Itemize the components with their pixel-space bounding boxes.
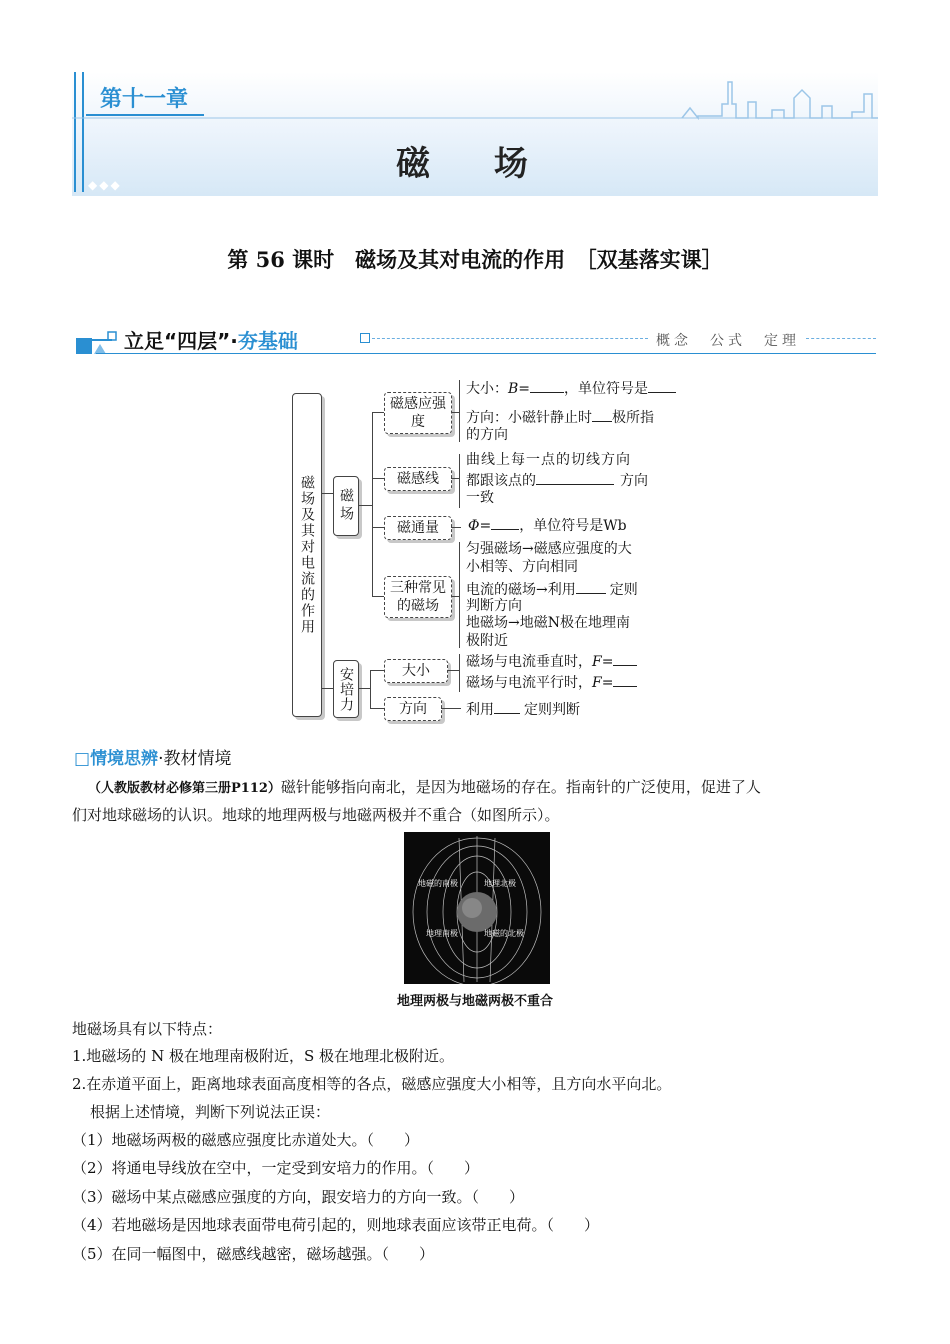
- node-flux: 磁通量: [384, 516, 452, 540]
- connector: [459, 380, 460, 442]
- leaf-text: 利用: [466, 702, 494, 718]
- leaf-text: 方向: [620, 473, 648, 489]
- leaf-b-dir: [466, 407, 654, 428]
- connector: [372, 478, 384, 479]
- leaf-text: 电流的磁场→利用: [466, 582, 576, 598]
- leaf-var: B: [508, 381, 519, 397]
- subheading-rest: ·教材情境: [158, 749, 232, 769]
- connector: [447, 670, 459, 671]
- connector: [372, 527, 384, 528]
- leaf-text: 方向：小磁针静止时: [466, 410, 592, 426]
- leaf-three-1: 匀强磁场→磁感应强度的大: [466, 541, 632, 557]
- leaf-lines-1: 曲线上每一点的切线方向: [466, 452, 631, 468]
- features-title: 地磁场具有以下特点：: [72, 1020, 223, 1038]
- feature-item: 2.在赤道平面上，距离地球表面高度相等的各点，磁感应强度大小相等，且方向水平向北。: [72, 1075, 672, 1093]
- connector: [451, 527, 461, 528]
- connector: [321, 688, 333, 689]
- mindmap-branch-field: 磁场: [333, 476, 359, 536]
- node-three-fields: 三种常见的磁场: [384, 576, 452, 618]
- leaf-text: 大小：: [466, 381, 508, 397]
- leaf-text: =: [518, 381, 531, 397]
- question-item: （2）将通电导线放在空中，一定受到安培力的作用。（ ）: [72, 1159, 480, 1177]
- leaf-size-2: [466, 672, 637, 693]
- leaf-text: ，单位符号是Wb: [519, 518, 627, 534]
- section-title-accent: 夯基础: [237, 329, 298, 353]
- question-item: （4）若地磁场是因地球表面带电荷引起的，则地球表面应该带正电荷。（ ）: [72, 1216, 600, 1234]
- figure-label: 地磁的南极: [418, 879, 458, 888]
- connector: [358, 505, 372, 506]
- connector: [372, 412, 384, 413]
- figure-caption: 地理两极与地磁两极不重合: [396, 994, 553, 1009]
- leaf-three-4: 判断方向: [466, 598, 522, 614]
- leaf-text: =: [601, 654, 614, 670]
- leaf-b-size: [466, 378, 676, 399]
- leaf-b-dir-2: 的方向: [466, 427, 508, 443]
- question-intro: 根据上述情境，判断下列说法正误：: [90, 1103, 331, 1121]
- earth-magnetic-figure: [404, 832, 550, 984]
- section-divider: [806, 338, 876, 339]
- blank[interactable]: [613, 672, 637, 687]
- blank[interactable]: [592, 407, 612, 422]
- blank[interactable]: [494, 699, 520, 714]
- magnetic-field-image: [404, 832, 550, 984]
- connector: [459, 454, 460, 508]
- blank[interactable]: [536, 470, 614, 485]
- diamond-icons: ◆◆◆: [88, 178, 122, 192]
- subheading-box: □: [74, 749, 91, 769]
- question-item: （3）磁场中某点磁感应强度的方向，跟安培力的方向一致。（ ）: [72, 1188, 525, 1206]
- square-icon: [360, 333, 370, 343]
- connector: [451, 596, 459, 597]
- leaf-size-1: [466, 651, 637, 672]
- blank[interactable]: [613, 651, 637, 666]
- chapter-underline: [86, 114, 204, 116]
- leaf-three-5: 地磁场→地磁N极在地理南: [466, 615, 630, 631]
- node-direction: 方向: [384, 697, 442, 721]
- figure-label: 地磁的北极: [484, 929, 524, 938]
- chapter-number: 第十一章: [100, 87, 189, 112]
- leaf-text: 定则判断: [524, 702, 580, 718]
- lesson-title: 第 56 课时 磁场及其对电流的作用 ［双基落实课］: [227, 247, 723, 272]
- blank[interactable]: [491, 515, 519, 530]
- connector: [321, 493, 333, 494]
- intro-line-2: 们对地球磁场的认识。地球的地理两极与地磁两极并不重合（如图所示）。: [72, 806, 560, 824]
- figure-label: 地理南极: [426, 929, 458, 938]
- connector: [372, 412, 373, 596]
- section-tags: 概念 公式 定理: [656, 333, 800, 349]
- section-title-prefix: 立足“四层”·: [124, 329, 238, 353]
- leaf-text: 都跟该点的: [466, 473, 536, 489]
- section-baseline: [96, 353, 876, 354]
- leaf-var: Φ: [468, 518, 480, 534]
- leaf-three-6: 极附近: [466, 633, 508, 649]
- leaf-text: =: [601, 675, 614, 691]
- leaf-text: 极所指: [612, 410, 654, 426]
- connector: [358, 688, 370, 689]
- blank[interactable]: [530, 378, 564, 393]
- connector: [441, 708, 461, 709]
- question-item: （5）在同一幅图中，磁感线越密，磁场越强。（ ）: [72, 1245, 435, 1263]
- subheading-accent: 情境思辨: [90, 749, 159, 769]
- chapter-title: 磁 场: [396, 144, 554, 184]
- leaf-text: =: [479, 518, 492, 534]
- connector: [451, 478, 459, 479]
- section-divider: [372, 338, 648, 339]
- intro-line-1: [88, 777, 878, 799]
- question-item: （1）地磁场两极的磁感应强度比赤道处大。（ ）: [72, 1131, 420, 1149]
- mindmap-branch-ampere: 安培力: [333, 660, 359, 718]
- subheading: [74, 744, 231, 769]
- blank[interactable]: [648, 378, 676, 393]
- connector: [451, 412, 459, 413]
- leaf-text: 定则: [609, 582, 638, 598]
- feature-item: 1.地磁场的 N 极在地理南极附近，S 极在地理北极附近。: [72, 1047, 455, 1065]
- intro-source: （人教版教材必修第三册P112）: [88, 781, 281, 796]
- node-magnetic-induction: 磁感应强度: [384, 392, 452, 434]
- connector: [370, 670, 384, 671]
- figure-label: 地理北极: [484, 879, 516, 888]
- leaf-direction: [466, 699, 580, 720]
- leaf-lines-2: [466, 470, 648, 491]
- leaf-var: F: [592, 675, 602, 691]
- leaf-text: 磁场与电流垂直时，: [466, 654, 592, 670]
- connector: [370, 708, 384, 709]
- node-size: 大小: [384, 659, 448, 683]
- leaf-text: 磁场与电流平行时，: [466, 675, 592, 691]
- connector: [459, 654, 460, 692]
- connector: [372, 596, 384, 597]
- connector: [370, 670, 371, 708]
- node-field-lines: 磁感线: [384, 467, 452, 491]
- mindmap-root: 磁场及其对电流的作用: [292, 393, 322, 717]
- leaf-lines-3: 一致: [466, 490, 494, 506]
- section-title: [124, 325, 298, 354]
- leaf-flux: [468, 515, 627, 536]
- blank[interactable]: [576, 579, 606, 594]
- leaf-text: ，单位符号是: [564, 381, 649, 397]
- connector: [459, 542, 460, 648]
- leaf-three-2: 小相等、方向相同: [466, 559, 578, 575]
- leaf-var: F: [592, 654, 602, 670]
- intro-text: 磁针能够指向南北，是因为地磁场的存在。指南针的广泛使用，促进了人: [280, 778, 761, 796]
